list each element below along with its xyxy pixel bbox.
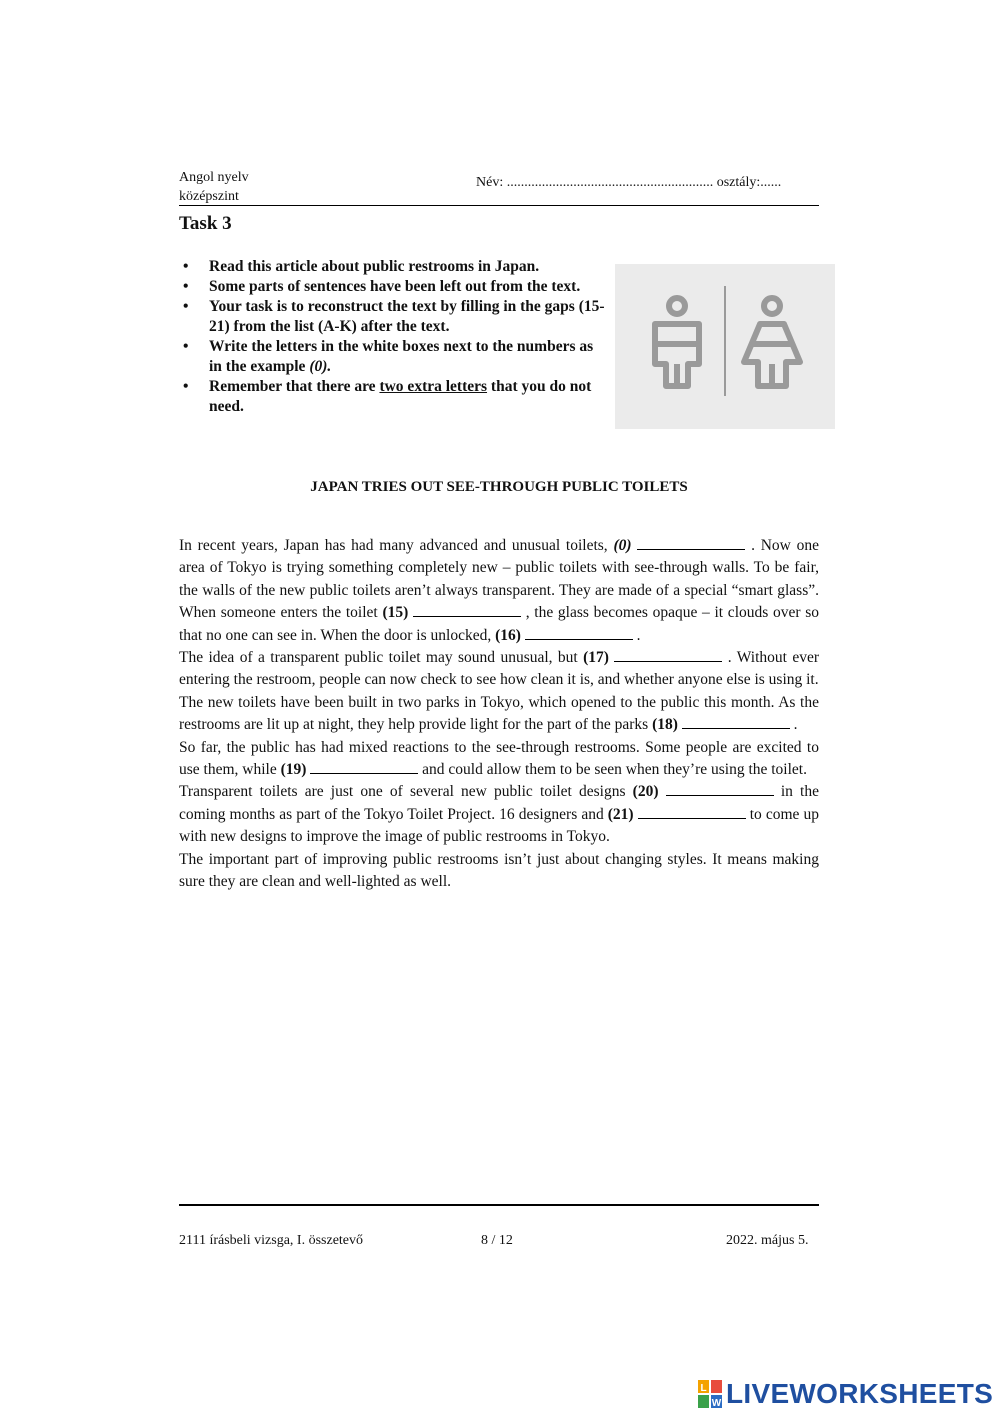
restroom-image xyxy=(615,264,835,429)
instruction-underlined: two extra letters xyxy=(379,378,488,395)
gap-blank[interactable] xyxy=(682,714,790,729)
name-class-field: Név: ........................................................... osztály:...... xyxy=(476,175,782,190)
instruction-text: Your task is to reconstruct the text by filling in the gaps (15-21) from the list (A-K) after the text. xyxy=(209,298,605,335)
gap-blank[interactable] xyxy=(638,804,746,819)
article-body xyxy=(179,535,819,894)
subject-label: Angol nyelv xyxy=(179,170,249,185)
article-paragraph xyxy=(179,737,819,782)
paragraph-text: to come up with new designs to improve the image of public restrooms in Tokyo. xyxy=(179,805,819,846)
gap-number: (20) xyxy=(632,783,659,801)
gap-number: (17) xyxy=(583,649,609,667)
paragraph-text: and could allow them to be seen when they’re using the toilet. xyxy=(418,761,807,779)
instruction-item xyxy=(179,257,609,277)
restroom-male-female-icon xyxy=(615,264,835,429)
gap-blank[interactable] xyxy=(614,647,722,662)
gap-blank[interactable] xyxy=(666,781,774,796)
brand-name: LIVEWORKSHEETS xyxy=(726,1378,994,1409)
article-paragraph xyxy=(179,849,819,894)
footer-page-number: 8 / 12 xyxy=(481,1233,513,1248)
article-paragraph xyxy=(179,692,819,737)
instruction-item xyxy=(179,277,609,297)
gap-number: (18) xyxy=(652,716,678,734)
logo-letter-l: L xyxy=(700,1383,707,1394)
instruction-item xyxy=(179,297,609,337)
paragraph-text: The new toilets have been built in two parks in Tokyo, which opened to the public this month. As the restrooms are lit up at night, they help provide light for the part of the parks xyxy=(179,693,819,734)
paragraph-text: . xyxy=(789,716,798,734)
gap-blank[interactable] xyxy=(310,759,418,774)
logo-letter-w: W xyxy=(711,1398,722,1408)
footer-date: 2022. május 5. xyxy=(726,1233,809,1248)
instruction-text: Some parts of sentences have been left out from the text. xyxy=(209,278,581,295)
paragraph-text: So far, the public has had mixed reactions to the see-through restrooms. Some people are excited to use them, while xyxy=(179,738,819,779)
gap-number: (15) xyxy=(382,604,409,622)
paragraph-text: in the coming months as part of the Tokyo Toilet Project. 16 designers and xyxy=(179,783,819,823)
example-gap-number: (0) xyxy=(613,537,632,554)
instruction-text: Write the letters in the white boxes next to the numbers as in the example xyxy=(209,338,594,375)
footer-exam: 2111 írásbeli vizsga, I. összetevő xyxy=(179,1233,364,1248)
footer-divider xyxy=(179,1204,819,1206)
paragraph-text: Transparent toilets are just one of several new public toilet designs xyxy=(179,783,633,801)
article-paragraph xyxy=(179,647,819,692)
instruction-text: that you do not need. xyxy=(209,378,592,415)
paragraph-text: The idea of a transparent public toilet may sound unusual, but xyxy=(179,649,584,667)
paragraph-text: In recent years, Japan has had many advanced and unusual toilets, xyxy=(179,537,614,554)
paragraph-text: . xyxy=(632,626,641,644)
article-title: JAPAN TRIES OUT SEE-THROUGH PUBLIC TOILETS xyxy=(310,479,688,495)
paragraph-text: . Now one area of Tokyo is trying something completely new – public toilets with see-through walls. To be fair, the walls of the new public toilets aren’t always transparent. They are made of a special “smart glass”. When someone enters the toilet xyxy=(179,537,820,622)
header-subject xyxy=(179,168,249,206)
instruction-example-ref: (0). xyxy=(309,358,332,375)
paragraph-text: . Without ever entering the restroom, people can now check to see how clean it is, and whether anyone else is using it. xyxy=(179,649,820,689)
gap-blank[interactable] xyxy=(413,602,521,617)
liveworksheets-logo-icon xyxy=(698,1380,722,1408)
level-label: középszint xyxy=(179,189,239,204)
instruction-list xyxy=(179,257,609,417)
gap-blank[interactable] xyxy=(525,625,633,640)
gap-number: (21) xyxy=(607,805,634,823)
article-paragraph xyxy=(179,781,819,848)
instruction-text: Remember that there are xyxy=(209,378,380,395)
instruction-item xyxy=(179,337,609,377)
task-title: Task 3 xyxy=(179,213,232,234)
liveworksheets-watermark xyxy=(698,1378,993,1410)
gap-blank xyxy=(637,535,745,550)
paragraph-text: The important part of improving public restrooms isn’t just about changing styles. It means making sure they are clean and well-lighted as well. xyxy=(179,850,819,891)
instruction-item xyxy=(179,377,609,417)
header-divider xyxy=(179,205,819,206)
instruction-text: Read this article about public restrooms in Japan. xyxy=(209,258,540,275)
article-paragraph xyxy=(179,535,819,647)
gap-number: (19) xyxy=(280,761,307,779)
gap-number: (16) xyxy=(495,626,521,644)
paragraph-text: , the glass becomes opaque – it clouds over so that no one can see in. When the door is unlocked, xyxy=(179,604,820,644)
